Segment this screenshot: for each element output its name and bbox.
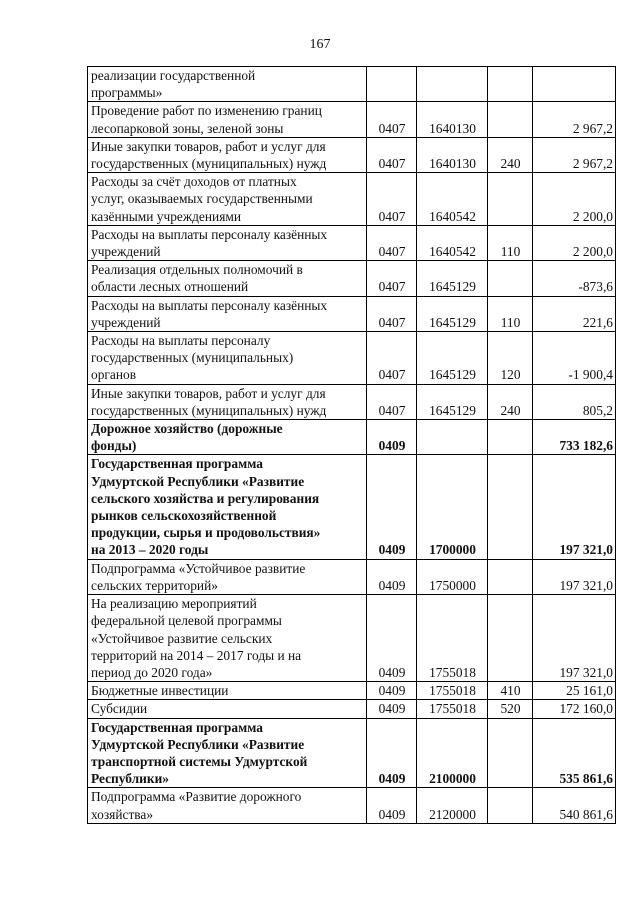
row-section-code: 0409 [367,788,417,823]
row-section-code: 0409 [367,420,417,455]
row-target-code: 1645129 [417,296,488,331]
row-amount: 2 200,0 [533,173,616,226]
row-expense-code [488,261,533,296]
table-row [88,682,616,700]
row-amount: 2 200,0 [533,225,616,260]
row-amount: 221,6 [533,296,616,331]
table-row [88,225,616,260]
row-target-code: 1755018 [417,595,488,682]
row-amount: -873,6 [533,261,616,296]
row-target-code [417,67,488,102]
row-amount [533,67,616,102]
budget-table [87,66,616,824]
row-name: Проведение работ по изменению границ лесопарковой зоны, зеленой зоны [88,102,367,137]
row-section-code: 0407 [367,137,417,172]
row-name: На реализацию мероприятий федеральной целевой программы «Устойчивое развитие сельских территорий на 2014 – 2017 годы и на период до 2020 года» [88,595,367,682]
row-expense-code [488,718,533,788]
row-target-code: 2120000 [417,788,488,823]
table-row [88,595,616,682]
row-target-code: 2100000 [417,718,488,788]
row-section-code: 0407 [367,332,417,385]
row-amount: 733 182,6 [533,420,616,455]
row-section-code: 0407 [367,173,417,226]
row-expense-code: 120 [488,332,533,385]
row-expense-code [488,455,533,559]
row-section-code: 0409 [367,682,417,700]
row-name: Иные закупки товаров, работ и услуг для государственных (муниципальных) нужд [88,137,367,172]
row-expense-code: 110 [488,296,533,331]
row-amount: 805,2 [533,384,616,419]
row-name: Государственная программа Удмуртской Республики «Развитие сельского хозяйства и регулирования рынков сельскохозяйственной продукции, сырья и продовольствия» на 2013 – 2020 годы [88,455,367,559]
table-row [88,700,616,718]
row-section-code: 0409 [367,559,417,594]
page-number: 167 [309,37,331,52]
row-target-code: 1750000 [417,559,488,594]
table-row [88,261,616,296]
table-row [88,67,616,102]
table-row [88,137,616,172]
table-row [88,296,616,331]
table-row [88,173,616,226]
row-target-code: 1640542 [417,225,488,260]
row-expense-code: 410 [488,682,533,700]
row-target-code: 1640542 [417,173,488,226]
row-expense-code [488,173,533,226]
row-expense-code [488,595,533,682]
row-name: Дорожное хозяйство (дорожные фонды) [88,420,367,455]
row-amount: 172 160,0 [533,700,616,718]
row-section-code: 0407 [367,102,417,137]
row-amount: -1 900,4 [533,332,616,385]
row-expense-code [488,788,533,823]
row-section-code: 0409 [367,718,417,788]
row-section-code: 0409 [367,455,417,559]
table-row [88,102,616,137]
row-expense-code: 240 [488,384,533,419]
row-name: Расходы на выплаты персоналу казённых учреждений [88,296,367,331]
row-section-code [367,67,417,102]
row-section-code: 0409 [367,700,417,718]
row-expense-code: 240 [488,137,533,172]
row-name: Государственная программа Удмуртской Республики «Развитие транспортной системы Удмуртской Республики» [88,718,367,788]
row-target-code: 1640130 [417,102,488,137]
row-section-code: 0407 [367,384,417,419]
row-section-code: 0407 [367,225,417,260]
row-name: реализации государственной программы» [88,67,367,102]
table-row [88,332,616,385]
row-section-code: 0409 [367,595,417,682]
row-target-code: 1755018 [417,682,488,700]
row-name: Расходы за счёт доходов от платных услуг, оказываемых государственными казёнными учреждениями [88,173,367,226]
row-name: Расходы на выплаты персоналу казённых учреждений [88,225,367,260]
row-name: Реализация отдельных полномочий в области лесных отношений [88,261,367,296]
row-name: Иные закупки товаров, работ и услуг для государственных (муниципальных) нужд [88,384,367,419]
row-name: Бюджетные инвестиции [88,682,367,700]
row-amount: 197 321,0 [533,559,616,594]
row-target-code: 1645129 [417,261,488,296]
row-amount: 2 967,2 [533,102,616,137]
table-row [88,788,616,823]
row-name: Подпрограмма «Развитие дорожного хозяйства» [88,788,367,823]
table-row [88,718,616,788]
row-target-code: 1645129 [417,384,488,419]
row-target-code: 1755018 [417,700,488,718]
row-expense-code [488,559,533,594]
table-row [88,559,616,594]
row-name: Субсидии [88,700,367,718]
row-section-code: 0407 [367,261,417,296]
table-row [88,455,616,559]
row-expense-code: 110 [488,225,533,260]
row-amount: 2 967,2 [533,137,616,172]
row-amount: 25 161,0 [533,682,616,700]
row-name: Подпрограмма «Устойчивое развитие сельских территорий» [88,559,367,594]
row-amount: 197 321,0 [533,595,616,682]
row-target-code: 1700000 [417,455,488,559]
row-name: Расходы на выплаты персоналу государственных (муниципальных) органов [88,332,367,385]
budget-table-body [88,67,616,824]
row-target-code: 1640130 [417,137,488,172]
row-section-code: 0407 [367,296,417,331]
table-row [88,384,616,419]
row-expense-code [488,67,533,102]
row-expense-code [488,102,533,137]
row-amount: 540 861,6 [533,788,616,823]
row-target-code: 1645129 [417,332,488,385]
row-target-code [417,420,488,455]
row-expense-code: 520 [488,700,533,718]
row-amount: 197 321,0 [533,455,616,559]
table-row [88,420,616,455]
row-amount: 535 861,6 [533,718,616,788]
row-expense-code [488,420,533,455]
